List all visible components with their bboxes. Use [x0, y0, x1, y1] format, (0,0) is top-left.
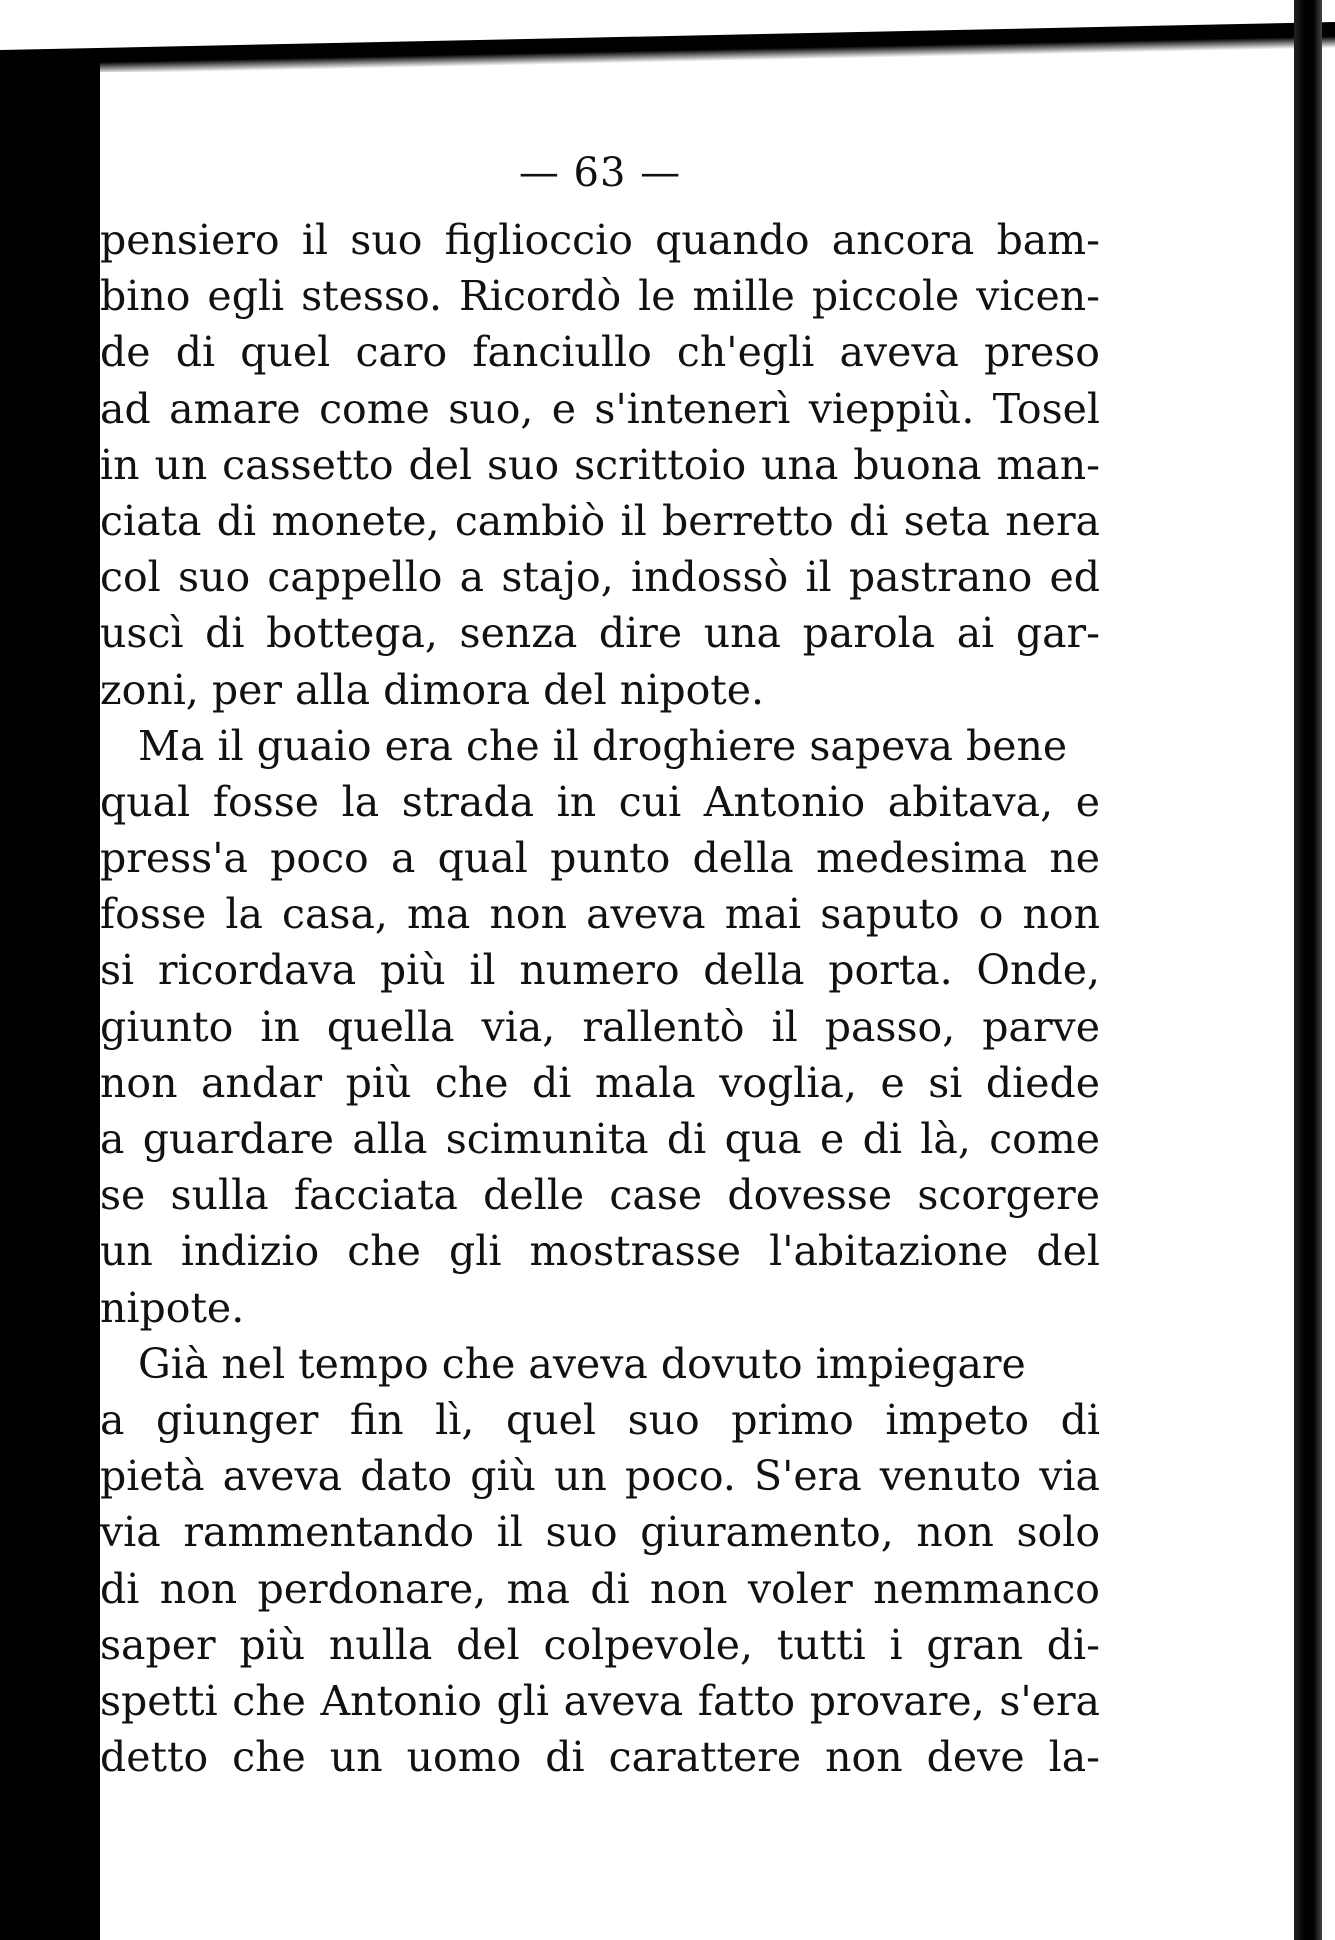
- page-edge-top: [0, 22, 1335, 76]
- text-line: detto che un uomo di carattere non deve la-: [100, 1733, 1100, 1782]
- text-line: col suo cappello a stajo, indossò il pastrano ed: [100, 553, 1100, 602]
- text-line: un indizio che gli mostrasse l'abitazione del: [100, 1227, 1100, 1276]
- text-line: Ma il guaio era che il droghiere sapeva bene: [138, 721, 1068, 770]
- text-line: pensiero il suo figlioccio quando ancora bam-: [100, 216, 1100, 264]
- text-line: ciata di monete, cambiò il berretto di seta nera: [100, 496, 1100, 545]
- text-line: press'a poco a qual punto della medesima ne: [100, 834, 1100, 883]
- text-line: Già nel tempo che aveva dovuto impiegare: [138, 1339, 1026, 1388]
- text-line: pietà aveva dato giù un poco. S'era venuto via: [100, 1452, 1100, 1501]
- text-line: si ricordava più il numero della porta. Onde,: [100, 946, 1100, 995]
- text-line: a giunger fin lì, quel suo primo impeto di: [100, 1395, 1100, 1444]
- text-line: zoni, per alla dimora del nipote.: [100, 665, 765, 714]
- text-line: nipote.: [100, 1283, 245, 1332]
- text-line: di non perdonare, ma di non voler nemmanco: [100, 1564, 1100, 1613]
- text-line: qual fosse la strada in cui Antonio abitava, e: [100, 777, 1100, 826]
- text-line: via rammentando il suo giuramento, non solo: [100, 1508, 1100, 1557]
- text-line: saper più nulla del colpevole, tutti i gran di-: [100, 1620, 1100, 1669]
- text-line: non andar più che di mala voglia, e si diede: [100, 1058, 1100, 1107]
- page-edge-right: [1294, 0, 1322, 1940]
- page-sheet: [100, 72, 1294, 1940]
- body-text: [100, 212, 1100, 1785]
- text-line: uscì di bottega, senza dire una parola ai gar-: [100, 609, 1100, 658]
- text-line: spetti che Antonio gli aveva fatto provare, s'era: [100, 1676, 1100, 1725]
- text-line: se sulla facciata delle case dovesse scorgere: [100, 1171, 1100, 1220]
- text-line: giunto in quella via, rallentò il passo, parve: [100, 1002, 1100, 1051]
- text-line: bino egli stesso. Ricordò le mille piccole vicen-: [100, 272, 1100, 321]
- text-line: in un cassetto del suo scrittoio una buona man-: [100, 440, 1100, 489]
- text-line: de di quel caro fanciullo ch'egli aveva preso: [100, 328, 1100, 377]
- text-line: ad amare come suo, e s'intenerì vieppiù. Tosel: [100, 384, 1100, 433]
- text-line: a guardare alla scimunita di qua e di là, come: [100, 1115, 1100, 1163]
- page-edge-left: [0, 60, 100, 1940]
- page-number: — 63 —: [518, 150, 682, 196]
- text-line: fosse la casa, ma non aveva mai saputo o non: [100, 890, 1100, 939]
